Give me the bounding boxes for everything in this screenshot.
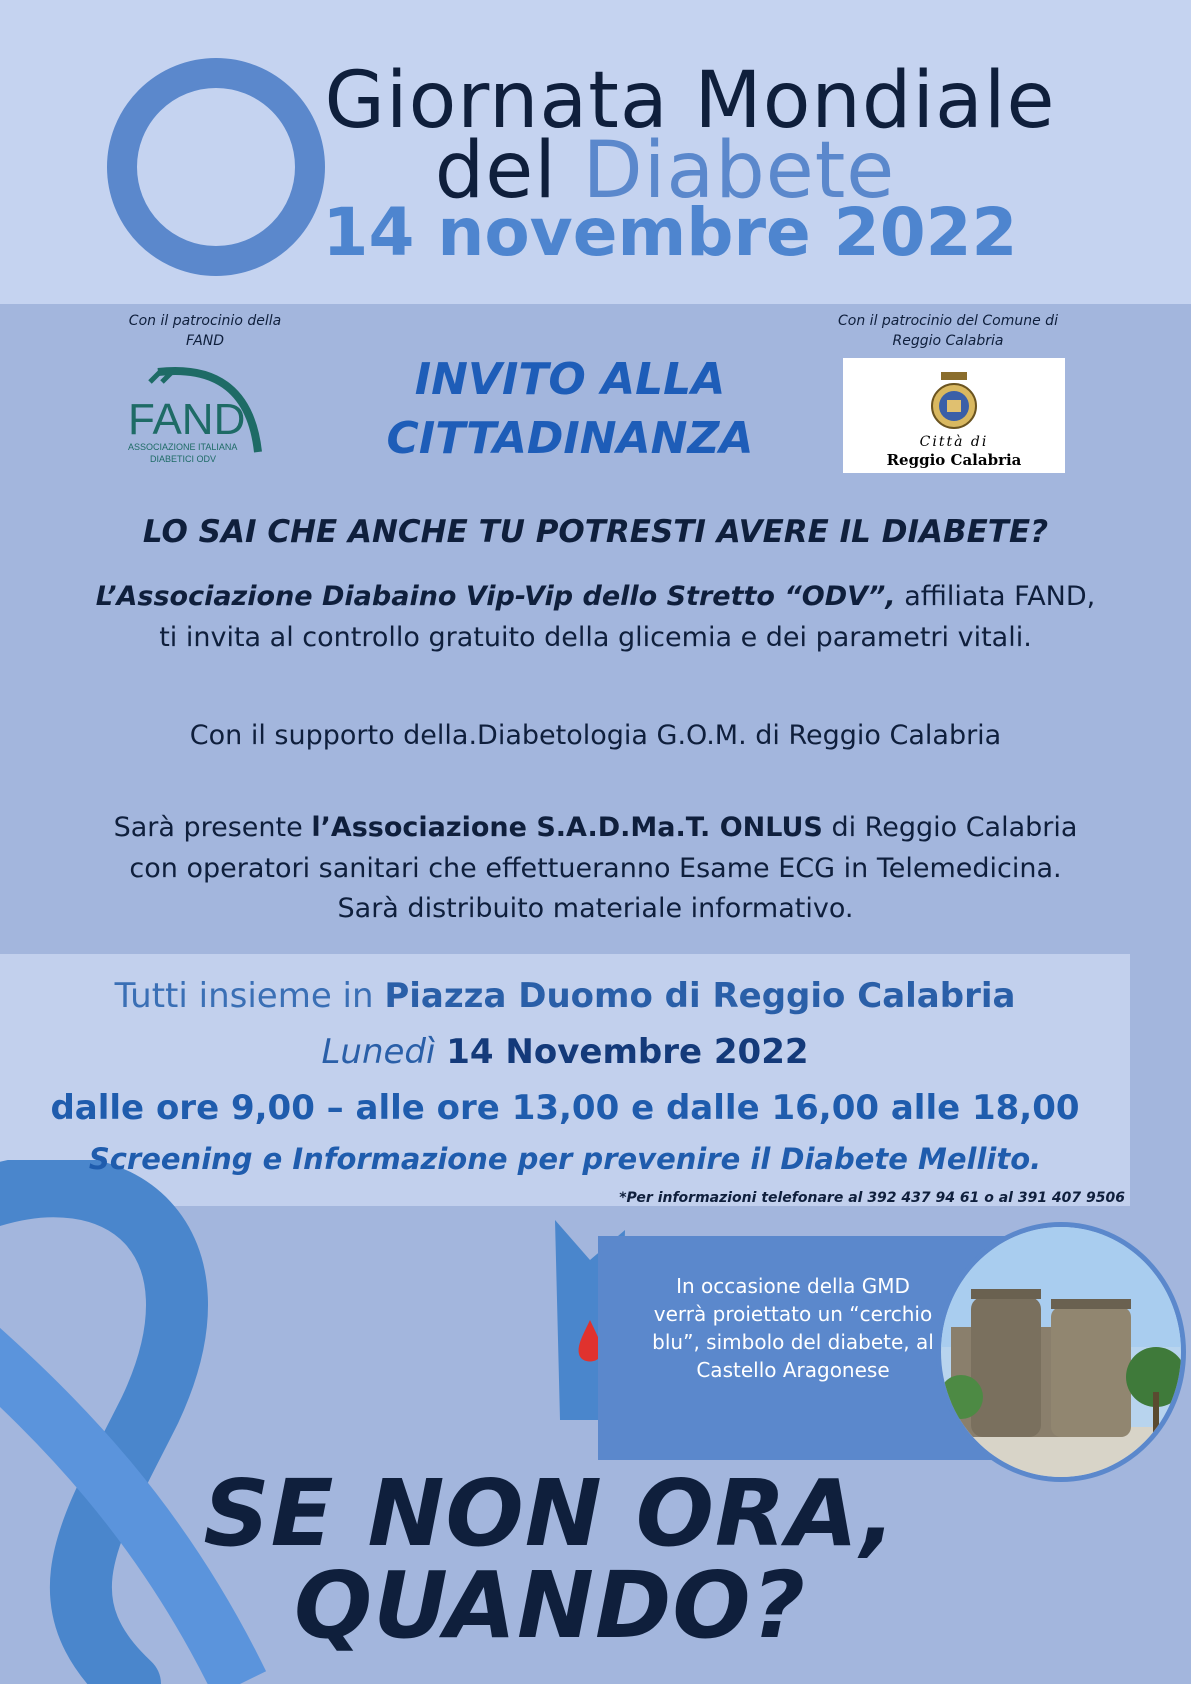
phone-info: *Per informazioni telefonare al 392 437 94 61 o al 391 407 9506 <box>619 1190 1125 1206</box>
fand-logo-sub2: DIABETICI ODV <box>150 454 217 464</box>
invite-heading <box>340 350 800 469</box>
question-heading: LO SAI CHE ANCHE TU POTRESTI AVERE IL DIABETE? <box>142 514 1049 550</box>
association-name: L’Associazione Diabaino Vip-Vip dello Stretto “ODV”, <box>95 581 896 612</box>
presence-prefix: Sarà presente <box>113 812 312 843</box>
presence-association: l’Associazione S.A.D.Ma.T. ONLUS <box>311 812 823 843</box>
location-name: Piazza Duomo di Reggio Calabria <box>384 976 1016 1016</box>
association-affiliation: affiliata FAND, <box>895 581 1096 612</box>
fand-logo-text: FAND <box>128 395 246 444</box>
presence-suffix: di Reggio Calabria <box>822 812 1078 843</box>
event-day: Lunedì <box>321 1032 447 1072</box>
coat-of-arms-icon <box>919 370 989 432</box>
fand-logo-icon <box>128 352 298 482</box>
comune-label-line1: Città di <box>919 434 989 450</box>
comune-patronage-caption: Con il patrocinio del Comune di Reggio Calabria <box>838 313 1058 349</box>
page-date: 14 novembre 2022 <box>322 194 1018 271</box>
fand-patronage-caption: Con il patrocinio della FAND <box>128 313 282 349</box>
invite-line2: CITTADINANZA <box>386 413 754 465</box>
presence-paragraph <box>20 808 1171 930</box>
event-purpose: Screening e Informazione per prevenire il Diabete Mellito. <box>88 1142 1042 1176</box>
castle-caption: In occasione della GMD verrà proiettato un “cerchio blu”, simbolo del diabete, al Castello Aragonese <box>652 1274 934 1382</box>
invitation-line: ti invita al controllo gratuito della glicemia e dei parametri vitali. <box>159 621 1032 653</box>
event-location <box>0 976 1130 1016</box>
castle-icon <box>941 1227 1186 1482</box>
title-prefix: del <box>434 126 583 216</box>
presence-line3: Sarà distribuito materiale informativo. <box>337 893 854 924</box>
event-date-value: 14 Novembre 2022 <box>446 1032 809 1072</box>
castle-photo <box>936 1222 1186 1482</box>
location-prefix: Tutti insieme in <box>114 976 385 1016</box>
slogan-line1: SE NON ORA, <box>203 1460 897 1567</box>
event-date <box>0 1032 1130 1072</box>
slogan <box>100 1460 1000 1659</box>
slogan-line2: QUANDO? <box>294 1552 806 1659</box>
title-accent: Diabete <box>582 126 896 216</box>
event-hours: dalle ore 9,00 – alle ore 13,00 e dalle 16,00 alle 18,00 <box>50 1088 1080 1128</box>
blue-circle-icon <box>107 58 325 276</box>
association-paragraph <box>20 577 1171 658</box>
comune-logo-box <box>843 358 1065 473</box>
invite-line1: INVITO ALLA <box>414 354 726 405</box>
page-title-line1: Giornata Mondiale <box>324 56 1056 146</box>
fand-logo-sub1: ASSOCIAZIONE ITALIANA <box>128 442 238 452</box>
support-paragraph: Con il supporto della.Diabetologia G.O.M. di Reggio Calabria <box>189 720 1002 751</box>
presence-line2: con operatori sanitari che effettueranno Esame ECG in Telemedicina. <box>129 852 1062 884</box>
comune-label-line2: Reggio Calabria <box>886 451 1022 469</box>
